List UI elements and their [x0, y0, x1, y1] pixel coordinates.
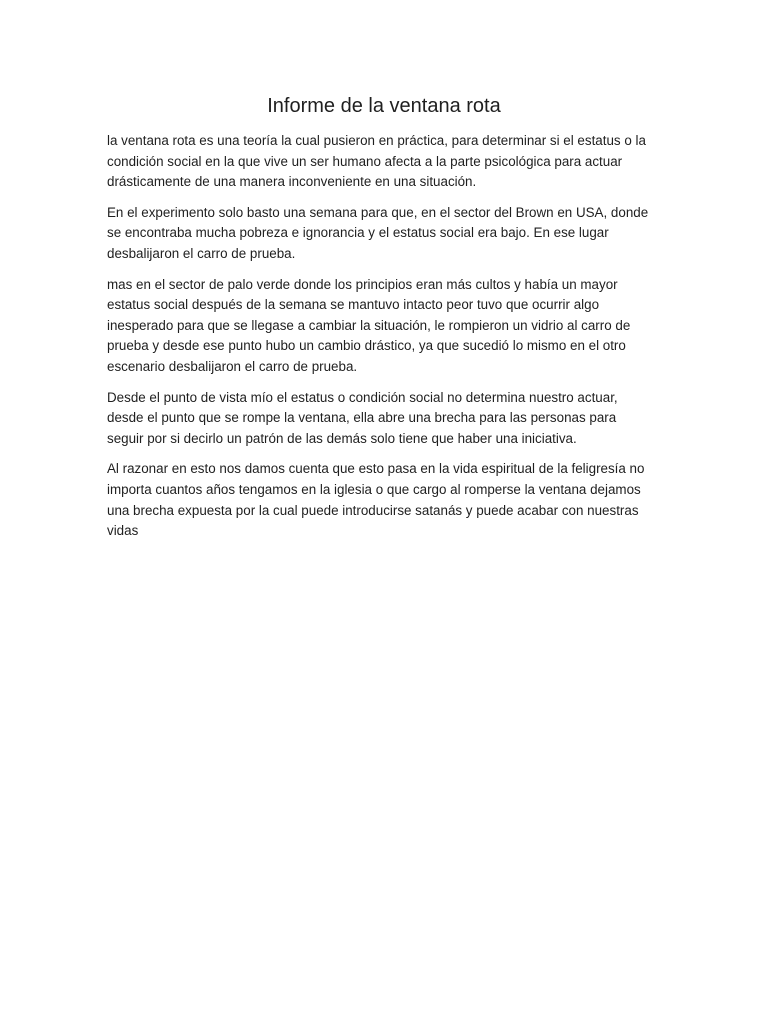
text-line: estatus social después de la semana se mantuvo intacto peor tuvo que ocurrir algo [107, 297, 600, 313]
text-line: importa cuantos años tengamos en la iglesia o que cargo al romperse la ventana dejamos [107, 481, 641, 497]
text-line: vidas [107, 523, 139, 539]
document-title: Informe de la ventana rota [267, 95, 501, 117]
document-body [107, 131, 667, 552]
text-line: Desde el punto de vista mío el estatus o condición social no determina nuestro actuar, [107, 389, 618, 405]
text-line: desbalijaron el carro de prueba. [107, 245, 296, 261]
paragraph-2 [107, 203, 667, 265]
text-line: desde el punto que se rompe la ventana, ella abre una brecha para las personas para [107, 410, 617, 426]
paragraph-1 [107, 131, 667, 193]
text-line: condición social en la que vive un ser humano afecta a la parte psicológica para actuar [107, 153, 623, 169]
text-line: drásticamente de una manera inconveniente en una situación. [107, 174, 477, 190]
text-line: escenario desbalijaron el carro de prueba. [107, 358, 358, 374]
paragraph-5 [107, 459, 667, 541]
text-line: inesperado para que se llegase a cambiar la situación, le rompieron un vidrio al carro de [107, 317, 631, 333]
text-line: prueba y desde ese punto hubo un cambio drástico, ya que sucedió lo mismo en el otro [107, 338, 626, 354]
text-line: seguir por si decirlo un patrón de las demás solo tiene que haber una iniciativa. [107, 430, 577, 446]
text-line: se encontraba mucha pobreza e ignorancia y el estatus social era bajo. En ese lugar [107, 225, 609, 241]
paragraph-4 [107, 388, 667, 450]
text-line: la ventana rota es una teoría la cual pusieron en práctica, para determinar si el estatus o la [107, 133, 646, 148]
paragraph-3 [107, 275, 667, 378]
text-line: Al razonar en esto nos damos cuenta que esto pasa en la vida espiritual de la feligresía no [107, 461, 645, 477]
text-line: una brecha expuesta por la cual puede introducirse satanás y puede acabar con nuestras [107, 502, 639, 518]
text-line: mas en el sector de palo verde donde los principios eran más cultos y había un mayor [107, 276, 618, 292]
text-line: En el experimento solo basto una semana para que, en el sector del Brown en USA, donde [107, 204, 649, 220]
